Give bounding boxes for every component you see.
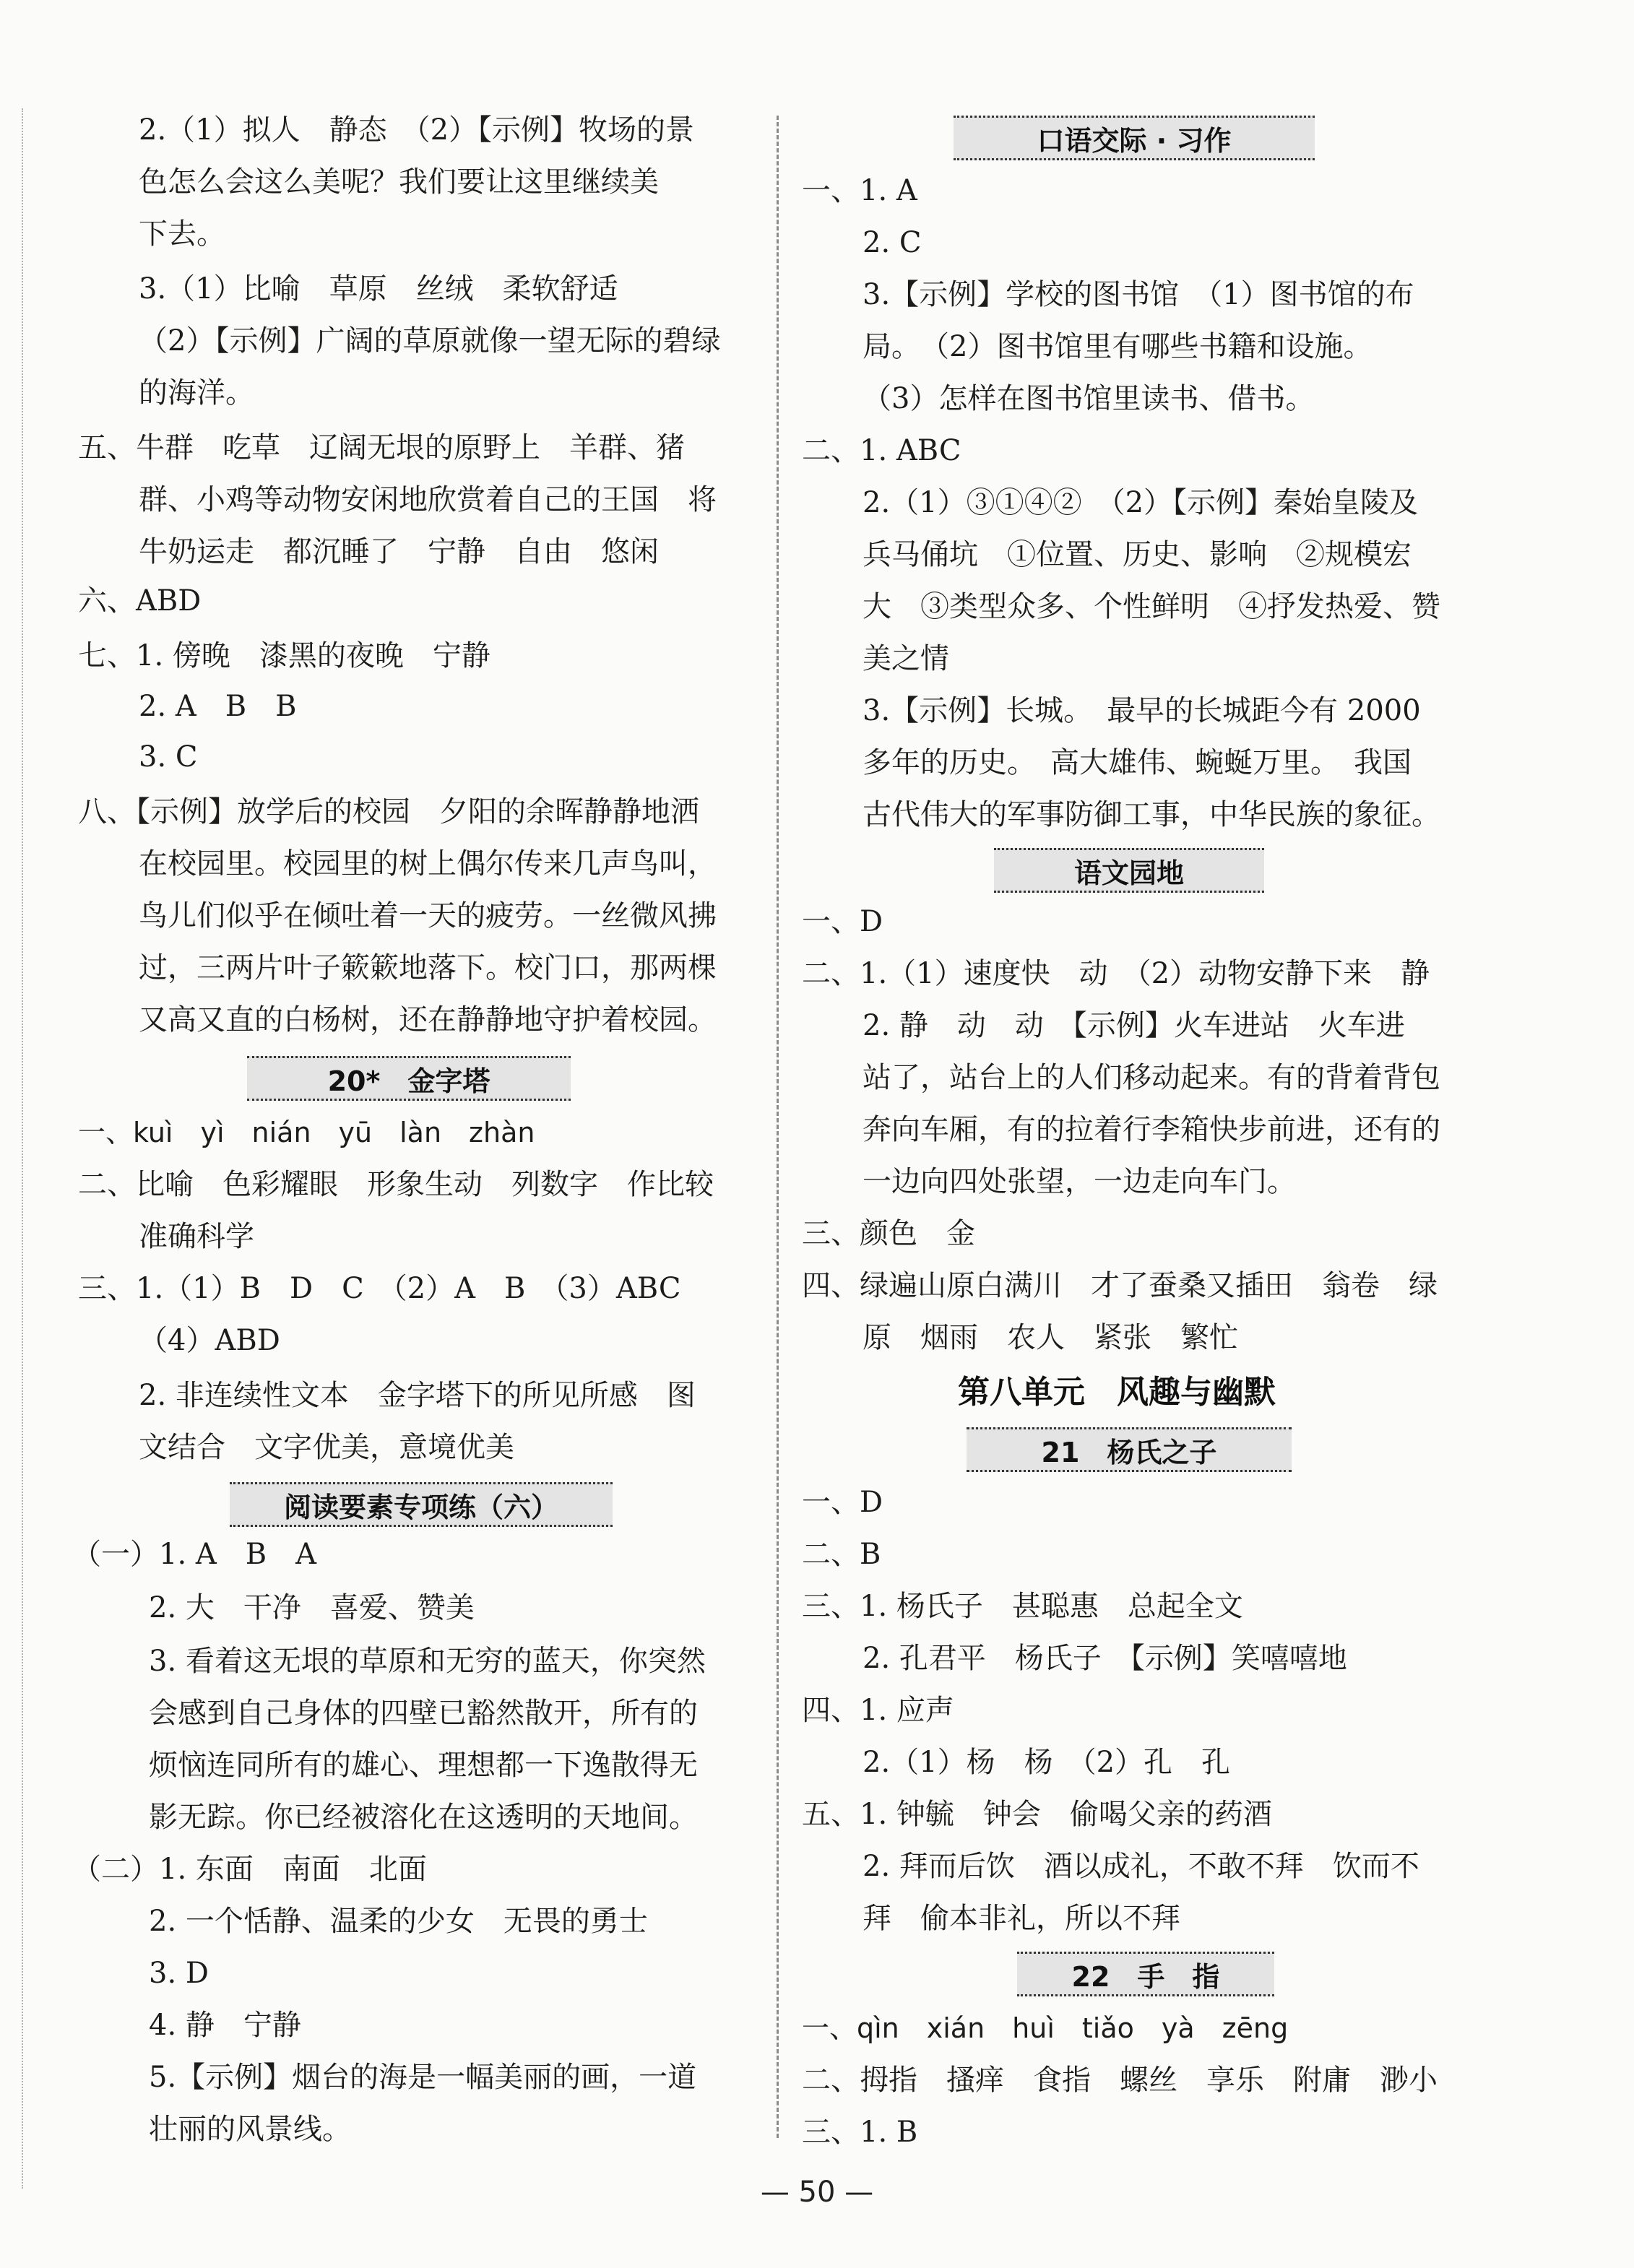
answer-line: 的海洋。 — [139, 376, 254, 410]
answer-line: 大 ③类型众多、个性鲜明 ④抒发热爱、赞 — [863, 590, 1440, 623]
answer-line: 三、1. B — [802, 2116, 918, 2149]
answer-line: 准确科学 — [139, 1220, 254, 1253]
section-title-reading-practice: 阅读要素专项练（六） — [230, 1482, 613, 1527]
answer-line: 拜 偷本非礼，所以不拜 — [863, 1902, 1180, 1935]
answer-line: （二）1. 东面 南面 北面 — [72, 1853, 427, 1886]
answer-line: 八、【示例】放学后的校园 夕阳的余晖静静地洒 — [78, 795, 699, 828]
answer-line: 一边向四处张望，一边走向车门。 — [863, 1165, 1296, 1198]
column-divider — [777, 116, 779, 2138]
pinyin-line: 一、kuì yì nián yū làn zhàn — [78, 1117, 535, 1148]
answer-line: 下去。 — [139, 217, 225, 251]
answer-line: 3.【示例】长城。 最早的长城距今有 2000 — [863, 694, 1421, 727]
answer-line: 三、1.（1）B D C （2）A B （3）ABC — [78, 1272, 681, 1305]
answer-line: （一）1. A B A — [72, 1538, 317, 1571]
answer-line: 2. 一个恬静、温柔的少女 无畏的勇士 — [149, 1905, 648, 1938]
answer-line: 2. C — [863, 226, 922, 259]
answer-line: 3. C — [139, 740, 198, 774]
answer-line: 一、D — [802, 1486, 883, 1519]
section-title-fingers: 22 手 指 — [1017, 1952, 1274, 1996]
answer-line: 四、绿遍山原白满川 才了蚕桑又插田 翁卷 绿 — [802, 1269, 1438, 1302]
page-edge-line — [22, 108, 23, 2189]
answer-line: 色怎么会这么美呢？我们要让这里继续美 — [139, 165, 659, 199]
answer-line: 二、拇指 搔痒 食指 螺丝 享乐 附庸 渺小 — [802, 2064, 1438, 2097]
answer-line: 2. 非连续性文本 金字塔下的所见所感 图 — [139, 1379, 696, 1412]
answer-line: 兵马俑坑 ①位置、历史、影响 ②规模宏 — [863, 538, 1412, 571]
answer-line: 三、颜色 金 — [802, 1217, 975, 1250]
answer-line: 二、1. ABC — [802, 434, 961, 467]
answer-line: 鸟儿们似乎在倾吐着一天的疲劳。一丝微风拂 — [139, 899, 717, 932]
answer-line: 二、B — [802, 1538, 881, 1571]
answer-line: 站了，站台上的人们移动起来。有的背着背包 — [863, 1061, 1440, 1094]
answer-line: 会感到自己身体的四壁已豁然散开，所有的 — [149, 1697, 698, 1730]
pinyin-line: 一、qìn xián huì tiǎo yà zēng — [802, 2012, 1289, 2044]
answer-line: 奔向车厢，有的拉着行李箱快步前进，还有的 — [863, 1113, 1440, 1146]
answer-line: 3.（1）比喻 草原 丝绒 柔软舒适 — [139, 272, 618, 306]
answer-line: 5.【示例】烟台的海是一幅美丽的画，一道 — [149, 2061, 697, 2094]
section-title-language-garden: 语文园地 — [994, 848, 1264, 893]
answer-line: 2. 孔君平 杨氏子 【示例】笑嘻嘻地 — [863, 1642, 1347, 1675]
answer-line: 局。 （2）图书馆里有哪些书籍和设施。 — [863, 330, 1373, 363]
answer-line: 3.【示例】学校的图书馆 （1）图书馆的布 — [863, 278, 1414, 311]
answer-line: 五、1. 钟毓 钟会 偷喝父亲的药酒 — [802, 1798, 1272, 1831]
answer-line: 3. D — [149, 1957, 209, 1990]
answer-line: 在校园里。校园里的树上偶尔传来几声鸟叫， — [139, 847, 717, 880]
page-number: — 50 — — [760, 2176, 874, 2209]
answer-line: 2. A B B — [139, 690, 297, 723]
answer-line: 一、1. A — [802, 174, 917, 207]
answer-line: 4. 静 宁静 — [149, 2009, 301, 2042]
answer-line: 一、D — [802, 905, 883, 938]
answer-line: （3）怎样在图书馆里读书、借书。 — [863, 382, 1315, 415]
answer-line: 烦恼连同所有的雄心、理想都一下逸散得无 — [149, 1749, 698, 1782]
section-title-yang-family-son: 21 杨氏之子 — [967, 1427, 1292, 1472]
answer-line: （4）ABD — [139, 1324, 280, 1357]
answer-line: （2）【示例】广阔的草原就像一望无际的碧绿 — [139, 324, 721, 358]
answer-line: 三、1. 杨氏子 甚聪惠 总起全文 — [802, 1590, 1243, 1623]
unit-title: 第八单元 风趣与幽默 — [958, 1374, 1276, 1411]
answer-line: 原 烟雨 农人 紧张 繁忙 — [863, 1321, 1238, 1354]
answer-line: 2. 拜而后饮 酒以成礼，不敢不拜 饮而不 — [863, 1850, 1419, 1883]
answer-line: 壮丽的风景线。 — [149, 2113, 351, 2146]
answer-line: 古代伟大的军事防御工事，中华民族的象征。 — [863, 798, 1440, 831]
answer-line: 2.（1）杨 杨 （2）孔 孔 — [863, 1746, 1231, 1779]
answer-line: 2.（1）③①④② （2）【示例】秦始皇陵及 — [863, 486, 1419, 519]
answer-line: 多年的历史。 高大雄伟、蜿蜒万里。 我国 — [863, 746, 1412, 779]
section-title-oral-writing: 口语交际 · 习作 — [954, 116, 1315, 160]
answer-line: 二、比喻 色彩耀眼 形象生动 列数字 作比较 — [78, 1168, 714, 1201]
answer-line: 美之情 — [863, 642, 949, 675]
answer-line: 文结合 文字优美，意境优美 — [139, 1431, 514, 1464]
answer-line: 2.（1）拟人 静态 （2）【示例】牧场的景 — [139, 113, 695, 147]
answer-line: 2. 静 动 动 【示例】火车进站 火车进 — [863, 1009, 1405, 1042]
answer-line: 六、ABD — [78, 584, 202, 618]
section-title-pyramid: 20* 金字塔 — [247, 1056, 571, 1101]
answer-line: 影无踪。你已经被溶化在这透明的天地间。 — [149, 1801, 698, 1834]
answer-line: 2. 大 干净 喜爱、赞美 — [149, 1591, 475, 1624]
answer-line: 过，三两片叶子簌簌地落下。校门口，那两棵 — [139, 951, 717, 984]
answer-line: 群、小鸡等动物安闲地欣赏着自己的王国 将 — [139, 483, 717, 516]
answer-line: 四、1. 应声 — [802, 1694, 954, 1727]
answer-line: 牛奶运走 都沉睡了 宁静 自由 悠闲 — [139, 535, 659, 568]
answer-line: 又高又直的白杨树，还在静静地守护着校园。 — [139, 1003, 717, 1036]
answer-line: 二、1.（1）速度快 动 （2）动物安静下来 静 — [802, 957, 1430, 990]
answer-line: 七、1. 傍晚 漆黑的夜晚 宁静 — [78, 639, 490, 672]
answer-line: 3. 看着这无垠的草原和无穷的蓝天，你突然 — [149, 1645, 706, 1678]
answer-line: 五、牛群 吃草 辽阔无垠的原野上 羊群、猪 — [78, 431, 685, 464]
